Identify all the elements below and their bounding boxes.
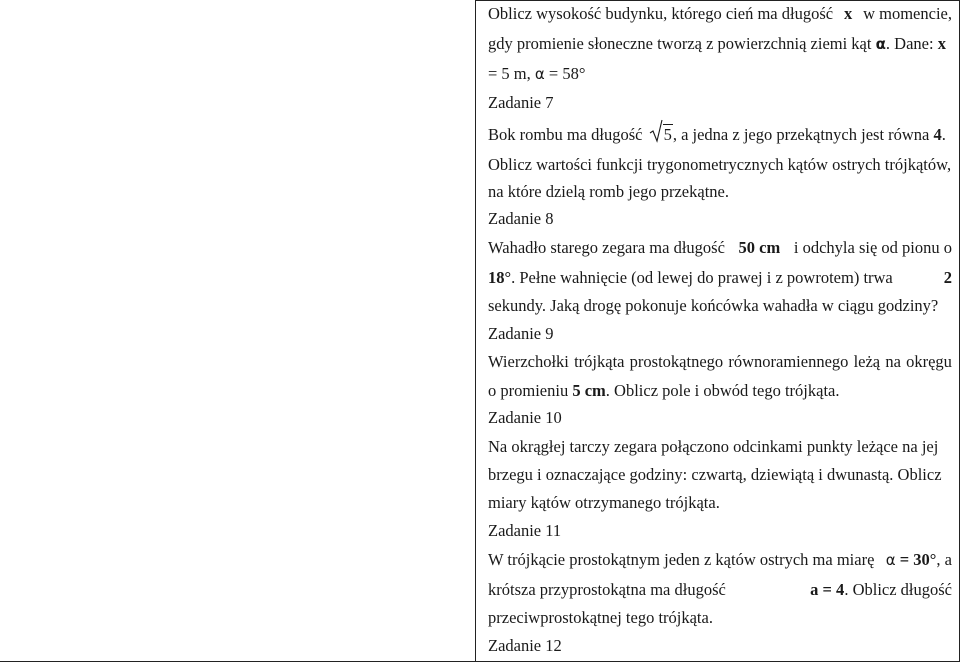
text: . Pełne wahnięcie (od lewej do prawej i z powrotem) trwa: [511, 268, 893, 287]
value: a = 4: [810, 580, 845, 599]
text: . Dane:: [885, 34, 934, 53]
z11-line-2: [488, 580, 952, 600]
alpha-symbol: α: [885, 551, 896, 569]
z10-line-2: brzegu i oznaczające godziny: czwartą, dziewiątą i dwunastą. Oblicz: [488, 465, 942, 484]
value: 50 cm: [738, 238, 781, 257]
word: okręgu: [906, 352, 952, 371]
z7-line-3: na które dzielą romb jego przekątne.: [488, 182, 729, 201]
z7-line-2: Oblicz wartości funkcji trygonometrycznych kątów ostrych trójkątów,: [488, 155, 952, 174]
word: trójkąta: [574, 352, 625, 371]
word: na: [885, 352, 901, 371]
z9-line-2: [488, 381, 952, 401]
text: Wahadło starego zegara ma długość: [488, 238, 725, 257]
alpha-symbol: α: [534, 65, 545, 83]
z7-line-1: Bok rombu ma długość 5, a jedna z jego przekątnych jest równa 4.: [488, 125, 952, 145]
p6-line-3: [488, 64, 952, 84]
number: 4: [933, 125, 942, 144]
text: Oblicz wysokość budynku, którego cień ma długość: [488, 4, 834, 23]
heading-zadanie-10: Zadanie 10: [488, 408, 562, 427]
z11-line-1: [488, 550, 952, 570]
z8-line-1: [488, 238, 952, 258]
value: 2: [943, 268, 952, 287]
text: = 58°: [548, 64, 586, 83]
heading-zadanie-7: Zadanie 7: [488, 93, 554, 112]
text: o promieniu: [488, 381, 569, 400]
heading-zadanie-11: Zadanie 11: [488, 521, 562, 540]
text: . Oblicz długość: [844, 580, 952, 599]
text: . Oblicz pole i obwód tego trójkąta.: [605, 381, 840, 400]
heading-zadanie-12: Zadanie 12: [488, 636, 562, 655]
z10-line-1: Na okrągłej tarczy zegara połączono odcinkami punkty leżące na jej: [488, 437, 939, 456]
z9-line-1: [488, 352, 952, 372]
alpha-symbol: α: [875, 35, 886, 53]
word: leżą: [853, 352, 881, 371]
text: = 5 m,: [488, 64, 531, 83]
text: i odchyla się od pionu o: [793, 238, 952, 257]
table-cell-left: [0, 0, 476, 662]
z11-line-3: przeciwprostokątnej tego trójkąta.: [488, 608, 713, 627]
text: , a: [936, 550, 952, 569]
value: 5 cm: [572, 381, 606, 400]
text: w momencie,: [863, 4, 952, 23]
value: 18°: [488, 268, 512, 287]
text: W trójkącie prostokątnym jeden z kątów ostrych ma miarę: [488, 550, 875, 569]
word: prostokątnego: [629, 352, 724, 371]
word: równoramiennego: [728, 352, 849, 371]
heading-zadanie-9: Zadanie 9: [488, 324, 554, 343]
heading-zadanie-8: Zadanie 8: [488, 209, 554, 228]
value: = 30°: [899, 550, 937, 569]
z8-line-3: sekundy. Jaką drogę pokonuje końcówka wahadła w ciągu godziny?: [488, 296, 939, 315]
p6-line-1: [488, 4, 952, 24]
text: gdy promienie słoneczne tworzą z powierzchnią ziemi kąt: [488, 34, 872, 53]
text: , a jedna z jego przekątnych jest równa: [672, 125, 930, 144]
word: Wierzchołki: [488, 352, 569, 371]
radical-sign-icon: [649, 119, 663, 143]
p6-line-2: [488, 34, 952, 54]
variable-x: x: [843, 4, 853, 23]
text: krótsza przyprostokątna ma długość: [488, 580, 726, 599]
variable-x: x: [937, 34, 946, 53]
z8-line-2: [488, 268, 952, 288]
z10-line-3: miary kątów otrzymanego trójkąta.: [488, 493, 720, 512]
text: Bok rombu ma długość: [488, 125, 643, 144]
sqrt-expression: 5: [651, 125, 673, 145]
